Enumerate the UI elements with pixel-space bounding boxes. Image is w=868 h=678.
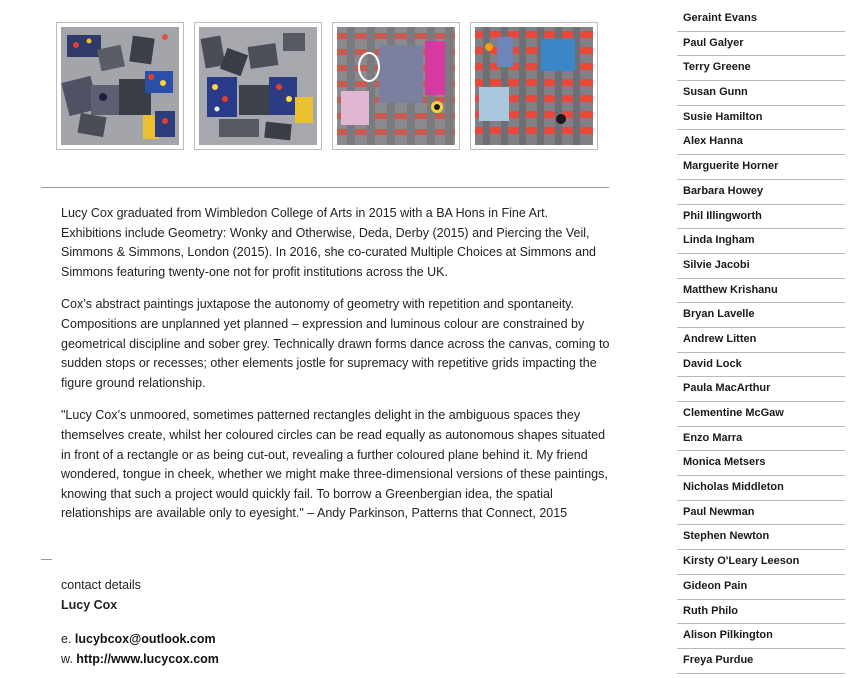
artist-bio (61, 204, 611, 537)
sidebar-artist-link[interactable]: Silvie Jacobi (677, 254, 845, 279)
sidebar-artist-link[interactable]: Enzo Marra (677, 427, 845, 452)
sidebar-artist-link[interactable]: Paula MacArthur (677, 377, 845, 402)
contact-website-row (61, 649, 219, 669)
artwork-gallery (56, 22, 598, 150)
contact-email-row (61, 629, 219, 649)
sidebar-artist-link[interactable]: Alison Pilkington (677, 624, 845, 649)
sidebar-artist-link[interactable]: Paul Galyer (677, 32, 845, 57)
website-prefix: w. (61, 652, 73, 666)
sidebar-artist-link[interactable]: Matthew Krishanu (677, 279, 845, 304)
artwork-thumbnail[interactable] (194, 22, 322, 150)
artwork-thumbnail[interactable] (470, 22, 598, 150)
grid-painting-image (337, 27, 455, 145)
sidebar-artist-link[interactable]: Monica Metsers (677, 451, 845, 476)
email-prefix: e. (61, 632, 72, 646)
artwork-thumbnail[interactable] (332, 22, 460, 150)
sidebar-artist-link[interactable]: Stephen Newton (677, 525, 845, 550)
section-divider (41, 187, 609, 188)
contact-name: Lucy Cox (61, 598, 118, 612)
bio-paragraph: Lucy Cox graduated from Wimbledon College of Arts in 2015 with a BA Hons in Fine Art. Exhibitions include Geometry: Wonky and Otherwise, Deda, Derby (2015) and Piercing the Veil, Simmons & Simmons, London (2015). In 2016, she co-curated Multiple Choices at Simmons and Simmons featuring twenty-one not for profit institutions across the UK. (61, 206, 596, 279)
sidebar-artist-link[interactable]: Bryan Lavelle (677, 303, 845, 328)
sidebar-artist-link[interactable]: Geraint Evans (677, 7, 845, 32)
sidebar-artist-link[interactable]: Linda Ingham (677, 229, 845, 254)
sidebar-artist-link[interactable]: Susan Gunn (677, 81, 845, 106)
sidebar-artist-link[interactable]: Phil Illingworth (677, 205, 845, 230)
sidebar-artist-link[interactable]: Clementine McGaw (677, 402, 845, 427)
sidebar-artist-link[interactable]: Marguerite Horner (677, 155, 845, 180)
sidebar-artist-link[interactable]: Susie Hamilton (677, 106, 845, 131)
email-link[interactable]: lucybcox@outlook.com (74, 632, 216, 646)
geometry-painting-image (61, 27, 179, 145)
sidebar-artist-link[interactable]: Kirsty O'Leary Leeson (677, 550, 845, 575)
artist-list-sidebar (677, 7, 845, 674)
sidebar-artist-link[interactable]: Paul Newman (677, 501, 845, 526)
sidebar-artist-link[interactable]: Barbara Howey (677, 180, 845, 205)
bio-quote: "Lucy Cox’s unmoored, sometimes patterned rectangles delight in the ambiguous spaces they themselves create, whilst her coloured circles can be read equally as autonomous shapes situated in front of a rectangle or as being cut-out, revealing a further coloured plane behind it. My friend wondered, tongue in cheek, whether we might make three-dimensional versions of these paintings, knowing that such a project would quickly fail. To borrow a Greenbergian idea, the spatial relationships are available only to eyesight." – Andy Parkinson, Patterns that Connect, 2015 (61, 408, 608, 521)
grid-painting-image (475, 27, 593, 145)
geometry-painting-image (199, 27, 317, 145)
sidebar-artist-link[interactable]: Nicholas Middleton (677, 476, 845, 501)
artwork-thumbnail[interactable] (56, 22, 184, 150)
sidebar-artist-link[interactable]: Gideon Pain (677, 575, 845, 600)
bio-paragraph: Cox’s abstract paintings juxtapose the autonomy of geometry with repetition and spontaneity. Compositions are unplanned yet planned – expression and luminous colour are constrained by geometrical discipline and sober grey. Technically drawn forms dance across the canvas, coming to sudden stops or recesses; other elements jostle for supremacy with repetitive grids impacting the figure ground relationship. (61, 297, 610, 390)
sidebar-artist-link[interactable]: Andrew Litten (677, 328, 845, 353)
sidebar-artist-link[interactable]: David Lock (677, 353, 845, 378)
short-divider (41, 559, 52, 560)
contact-details (61, 575, 219, 669)
sidebar-artist-link[interactable]: Ruth Philo (677, 600, 845, 625)
sidebar-artist-link[interactable]: Terry Greene (677, 56, 845, 81)
contact-heading: contact details (61, 578, 141, 592)
website-link[interactable]: http://www.lucycox.com (76, 652, 219, 666)
sidebar-artist-link[interactable]: Alex Hanna (677, 130, 845, 155)
sidebar-artist-link[interactable]: Freya Purdue (677, 649, 845, 674)
